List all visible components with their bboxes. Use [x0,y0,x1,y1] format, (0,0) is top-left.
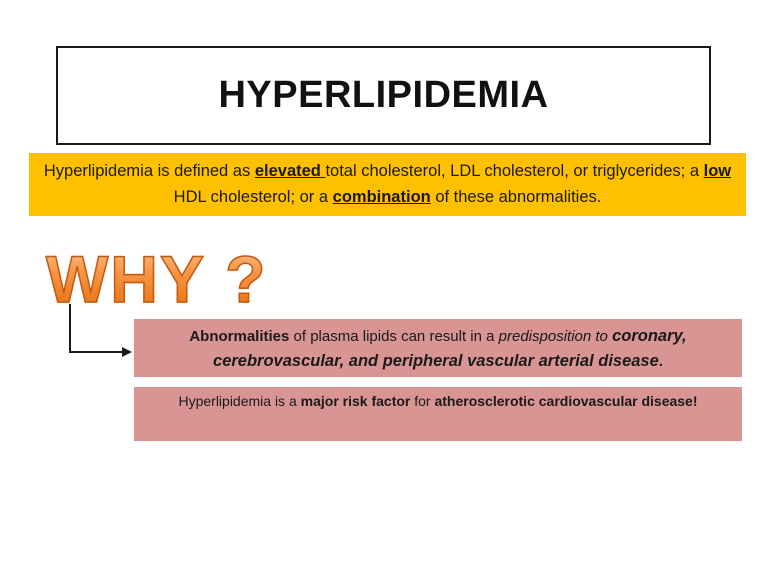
definition-emphasis-low: low [703,162,732,180]
definition-emphasis-elevated: elevated [254,162,326,180]
reason1-bold-italic-diseases: cerebrovascular, and peripheral vascular arterial disease [213,352,659,370]
reason2-text-1: Hyperlipidemia is a [178,393,301,409]
reason-box-risk-factor [134,387,742,441]
elbow-arrow-icon [60,300,140,362]
reason1-text: of plasma lipids can result in a [289,328,499,345]
reason2-bold-major-risk: major risk factor [300,393,411,409]
definition-text-1: Hyperlipidemia is defined as [43,162,255,180]
title-box [56,46,711,145]
reason-box-predisposition [134,319,742,377]
reason1-bold-italic-coronary: coronary, [612,327,687,345]
definition-text-4: of these abnormalities. [430,188,602,206]
definition-text-2: total cholesterol, LDL cholesterol, or triglycerides; a [325,162,704,180]
reason1-period: . [658,353,663,370]
reason1-bold-abnormalities: Abnormalities [189,328,290,345]
definition-emphasis-combination: combination [332,188,431,206]
slide-title: HYPERLIPIDEMIA [218,74,549,116]
definition-text-3: HDL cholesterol; or a [173,188,333,206]
reason2-bold-atherosclerotic: atherosclerotic cardiovascular disease! [434,393,698,409]
why-heading: WHY ? [46,242,268,316]
reason2-text-2: for [410,393,435,409]
definition-box [29,153,746,216]
reason1-italic-predisposition: predisposition to [498,328,613,345]
